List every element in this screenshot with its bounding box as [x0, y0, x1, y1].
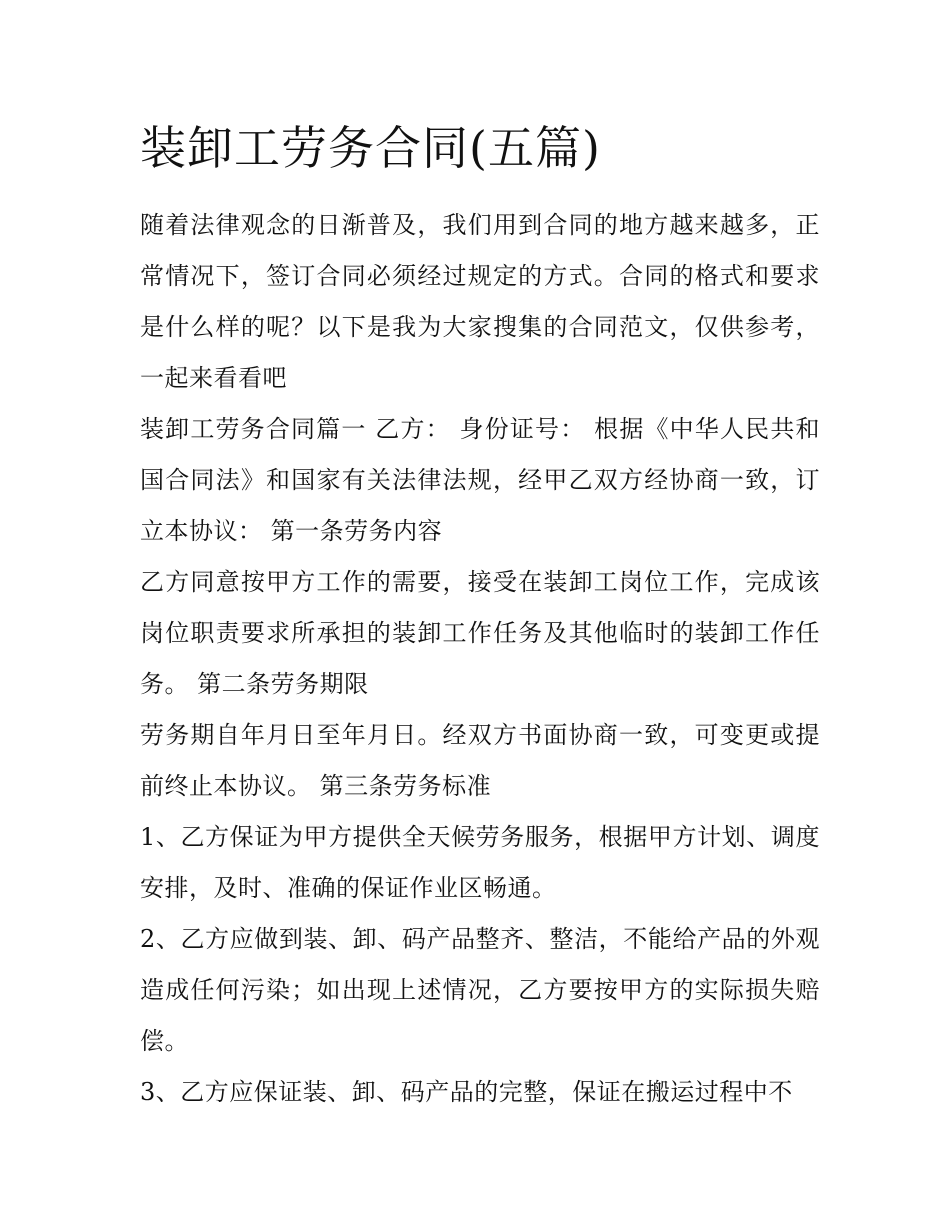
paragraph-standard-2: 2、乙方应做到装、卸、码产品整齐、整洁，不能给产品的外观造成任何污染；如出现上述情况，乙方要按甲方的实际损失赔偿。 [140, 925, 820, 1055]
paragraph-intro: 随着法律观念的日渐普及，我们用到合同的地方越来越多，正常情况下，签订合同必须经过规定的方式。合同的格式和要求是什么样的呢？以下是我为大家搜集的合同范文，仅供参考，一起来看看吧 [140, 211, 820, 392]
document-title: 装卸工劳务合同(五篇) [140, 121, 601, 175]
paragraph-standard-1: 1、乙方保证为甲方提供全天候劳务服务，根据甲方计划、调度安排，及时、准确的保证作业区畅通。 [140, 823, 820, 902]
document-page [140, 116, 820, 1118]
paragraph-contract-one: 装卸工劳务合同篇一 乙方： 身份证号： 根据《中华人民共和国合同法》和国家有关法律法规，经甲乙双方经协商一致，订立本协议： 第一条劳务内容 [140, 415, 820, 545]
paragraph-labor-term: 劳务期自年月日至年月日。经双方书面协商一致，可变更或提前终止本协议。 第三条劳务标准 [140, 721, 820, 800]
paragraph-labor-content: 乙方同意按甲方工作的需要，接受在装卸工岗位工作，完成该岗位职责要求所承担的装卸工作任务及其他临时的装卸工作任务。 第二条劳务期限 [140, 568, 820, 698]
paragraph-standard-3: 3、乙方应保证装、卸、码产品的完整，保证在搬运过程中不 [140, 1078, 793, 1106]
